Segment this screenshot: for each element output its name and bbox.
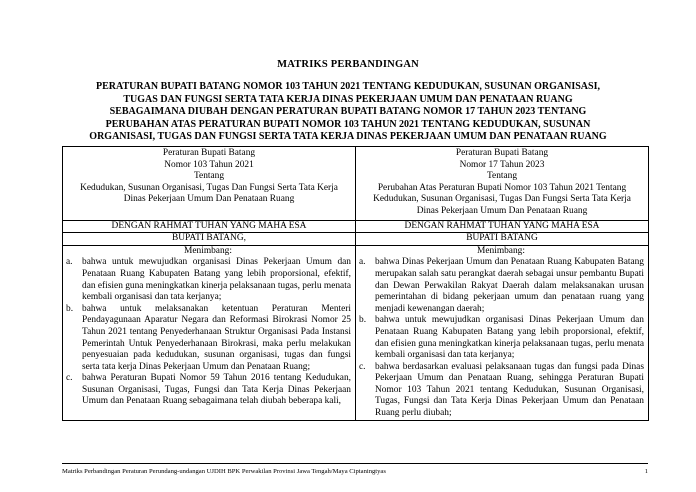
right-header-line: Perubahan Atas Peraturan Bupati Nomor 103 Tahun 2021 Tentang Kedudukan, Susunan Organisasi, Tugas Dan Fungsi Serta Tata Kerja Dinas Pekerjaan Umum Dan Penataan Ruang [373, 182, 631, 216]
right-considerations-cell [356, 245, 649, 420]
right-menimbang-label: Menimbang: [477, 245, 525, 256]
list-item [358, 315, 644, 361]
footer-divider [62, 463, 648, 464]
table-row [63, 233, 649, 246]
left-preamble: DENGAN RAHMAT TUHAN YANG MAHA ESA [63, 220, 356, 233]
table-row [63, 220, 649, 233]
list-item [65, 373, 351, 408]
right-preamble: DENGAN RAHMAT TUHAN YANG MAHA ESA [356, 220, 649, 233]
clause-text: bahwa Peraturan Bupati Nomor 59 Tahun 2016 tentang Kedudukan, Susunan Organisasi, Tugas, Fungsi dan Tata Kerja Dinas Pekerjaan Umum dan Penataan Ruang sebagaimana telah diubah beberapa kali, [82, 373, 351, 407]
left-menimbang-label: Menimbang: [184, 245, 232, 256]
clause-marker: c. [66, 373, 73, 384]
right-official: BUPATI BATANG [356, 233, 649, 246]
list-item [358, 362, 644, 420]
left-header-line: Kedudukan, Susunan Organisasi, Tugas Dan Fungsi Serta Tata Kerja Dinas Pekerjaan Umum Dan Penataan Ruang [80, 182, 338, 205]
comparison-table [62, 146, 649, 421]
right-header-line: Peraturan Bupati Batang [455, 148, 549, 158]
clause-text: bahwa untuk mewujudkan organisasi Dinas Pekerjaan Umum dan Penataan Ruang Kabupaten Batang yang lebih proporsional, efektif, dan efisien guna meningkatkan kinerja pelaksanaan tugas, perlu menata kembali organisasi dan tata kerjanya; [82, 257, 351, 303]
right-header-cell [356, 147, 649, 221]
list-item [65, 304, 351, 374]
clause-text: bahwa Dinas Pekerjaan Umum dan Penataan Ruang Kabupaten Batang merupakan salah satu perangkat daerah sebagai unsur pembantu Bupati dan Dewan Perwakilan Rakyat Daerah dalam melaksanakan urusan pemerintahan di bidang pekerjaan umum dan penataan ruang yang menjadi kewenangan daerah; [375, 257, 644, 314]
list-item [358, 257, 644, 315]
clause-text: bahwa untuk melaksanakan ketentuan Peraturan Menteri Pendayagunaan Aparatur Negara dan Reformasi Birokrasi Nomor 25 Tahun 2021 tentang Penyederhanaan Struktur Organisasi Pada Instansi Pemerintah Untuk Penyederhanaan Birokrasi, maka perlu melakukan penyesuaian pada kedudukan, susunan organisasi, tugas dan fungsi serta tata kerja Dinas Pekerjaan Umum dan Penataan Ruang; [82, 303, 351, 372]
clause-text: bahwa untuk mewujudkan organisasi Dinas Pekerjaan Umum dan Penataan Ruang Kabupaten Batang yang lebih proporsional, efektif, dan efisien guna meningkatkan kinerja pelaksanaan tugas, perlu menata kembali organisasi dan tata kerjanya; [375, 315, 644, 361]
left-official: BUPATI BATANG, [63, 233, 356, 246]
clause-marker: a. [359, 257, 366, 268]
clause-marker: b. [359, 315, 367, 326]
clause-text: bahwa berdasarkan evaluasi pelaksanaan tugas dan fungsi pada Dinas Pekerjaan Umum dan Penataan Ruang, sehingga Peraturan Bupati Nomor 103 Tahun 2021 tentang Kedudukan, Susunan Organisasi, Tugas, Fungsi dan Tata Kerja Dinas Pekerjaan Umum dan Penataan Ruang perlu diubah; [375, 361, 644, 419]
right-header-line: Nomor 17 Tahun 2023 [459, 159, 545, 170]
left-header-line: Nomor 103 Tahun 2021 [164, 159, 254, 170]
left-header-line: Tentang [193, 171, 225, 182]
right-header-line: Tentang [486, 171, 518, 182]
table-header-row [63, 147, 649, 221]
page-number: 1 [644, 468, 648, 475]
document-title: MATRIKS PERBANDINGAN [277, 59, 419, 70]
clause-marker: a. [66, 257, 73, 268]
left-header-cell [63, 147, 356, 221]
clause-marker: c. [359, 361, 366, 372]
table-row [63, 245, 649, 420]
left-considerations-cell [63, 245, 356, 420]
list-item [65, 257, 351, 303]
left-header-line: Peraturan Bupati Batang [162, 148, 256, 158]
document-subtitle: PERATURAN BUPATI BATANG NOMOR 103 TAHUN 2021 TENTANG KEDUDUKAN, SUSUNAN ORGANISASI, TUGAS DAN FUNGSI SERTA TATA KERJA DINAS PEKERJAAN UMUM DAN PENATAAN RUANG SEBAGAIMANA DIUBAH DENGAN PERATURAN BUPATI BATANG NOMOR 17 TAHUN 2023 TENTANG PERUBAHAN ATAS PERATURAN BUPATI NOMOR 103 TAHUN 2021 TENTANG KEDUDUKAN, SUSUNAN ORGANISASI, TUGAS DAN FUNGSI SERTA TATA KERJA DINAS PEKERJAAN UMUM DAN PENATAAN RUANG [89, 81, 607, 143]
clause-marker: b. [66, 303, 74, 314]
footer-text: Matriks Perbandingan Peraturan Perundang-undangan UJDIH BPK Perwakilan Provinsi Jawa Tengah/Maya Ciptaningtyas [62, 468, 386, 475]
